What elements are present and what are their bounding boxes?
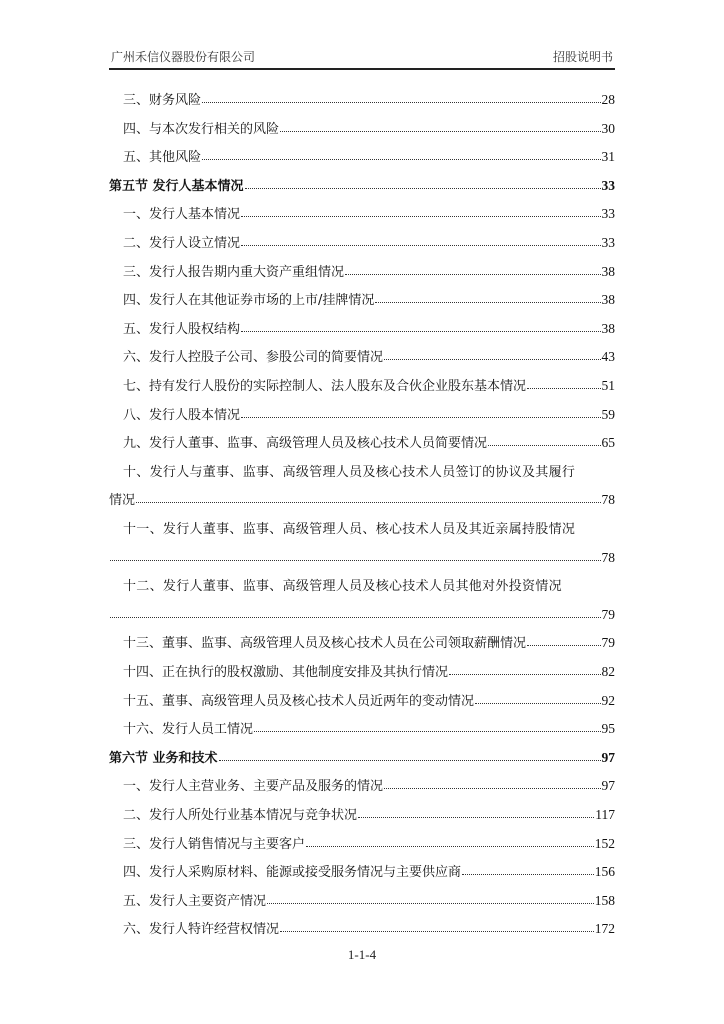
toc-entry-page: 152 [594,836,615,851]
toc-entry-page: 59 [601,407,615,422]
dot-leader [202,159,600,160]
toc-entry[interactable] [109,454,615,480]
dot-leader [527,645,600,646]
toc-entry-page: 172 [594,921,615,936]
dot-leader [462,874,594,875]
toc-entry[interactable] [109,683,615,709]
toc-entry-title: 第五节 发行人基本情况 [109,179,244,194]
toc-entry-page: 33 [601,235,615,250]
dot-leader [306,846,594,847]
toc-entry-page: 43 [601,349,615,364]
toc-entry-page: 79 [601,607,615,622]
toc-section-entry[interactable] [109,168,615,194]
toc-entry[interactable] [109,654,615,680]
toc-entry-title: 一、发行人基本情况 [123,207,241,222]
toc-entry-title: 三、发行人报告期内重大资产重组情况 [123,265,345,280]
toc-entry[interactable] [109,883,615,909]
toc-entry-page: 28 [601,92,615,107]
toc-section-entry[interactable] [109,740,615,766]
toc-entry-page: 97 [601,778,615,793]
toc-entry-page: 38 [601,292,615,307]
toc-entry-page: 33 [601,178,615,193]
dot-leader [241,331,600,332]
toc-entry[interactable] [109,540,615,566]
toc-entry-title: 第六节 业务和技术 [109,751,218,766]
dot-leader [267,903,594,904]
toc-entry-page: 92 [601,693,615,708]
toc-entry-page: 78 [601,492,615,507]
dot-leader [110,560,601,561]
toc-entry[interactable] [109,368,615,394]
toc-entry[interactable] [109,797,615,823]
toc-entry-title: 五、发行人股权结构 [123,322,241,337]
toc-entry-title: 四、发行人采购原材料、能源或接受服务情况与主要供应商 [123,865,462,880]
dot-leader [254,731,600,732]
toc-entry-page: 117 [595,807,615,822]
toc-entry-page: 51 [601,378,615,393]
toc-entry[interactable] [109,511,615,537]
dot-leader [375,302,600,303]
dot-leader [345,274,600,275]
page-header [109,46,615,70]
toc-entry-title: 六、发行人特许经营权情况 [123,922,280,937]
toc-entry-page: 158 [594,893,615,908]
toc-entry-title: 十三、董事、监事、高级管理人员及核心技术人员在公司领取薪酬情况 [123,636,527,651]
dot-leader [449,674,600,675]
toc-entry[interactable] [109,911,615,937]
company-name: 广州禾信仪器股份有限公司 [111,50,256,64]
toc-entry-page: 97 [601,750,615,765]
toc-entry-title: 十五、董事、高级管理人员及核心技术人员近两年的变动情况 [123,694,475,709]
toc-entry-title: 三、财务风险 [123,93,202,108]
toc-entry[interactable] [109,397,615,423]
toc-entry[interactable] [109,425,615,451]
toc-entry-title: 一、发行人主营业务、主要产品及服务的情况 [123,779,384,794]
toc-entry[interactable] [109,111,615,137]
toc-entry[interactable] [109,139,615,165]
toc-entry[interactable] [109,482,615,508]
dot-leader [358,817,594,818]
page-number: 1-1-4 [347,947,377,962]
toc-entry-page: 156 [594,864,615,879]
document-type: 招股说明书 [552,50,613,64]
dot-leader [110,617,601,618]
toc-entry-title: 五、其他风险 [123,150,202,165]
toc-entry-title: 七、持有发行人股份的实际控制人、法人股东及合伙企业股东基本情况 [123,379,527,394]
toc-entry[interactable] [109,82,615,108]
toc-entry-page: 38 [601,264,615,279]
toc-entry[interactable] [109,196,615,222]
toc-entry-title: 四、与本次发行相关的风险 [123,122,280,137]
toc-entry-title: 八、发行人股本情况 [123,408,241,423]
toc-entry-page: 79 [601,635,615,650]
toc-entry[interactable] [109,568,615,594]
toc-entry-title: 三、发行人销售情况与主要客户 [123,837,306,852]
toc-entry[interactable] [109,711,615,737]
toc-entry-page: 78 [601,550,615,565]
dot-leader [219,760,601,761]
toc-entry-title: 五、发行人主要资产情况 [123,894,267,909]
toc-entry-title: 十、发行人与董事、监事、高级管理人员及核心技术人员签订的协议及其履行 [123,465,576,480]
toc-entry-title: 十六、发行人员工情况 [123,722,254,737]
toc-entry[interactable] [109,597,615,623]
toc-entry-title: 四、发行人在其他证券市场的上市/挂牌情况 [123,293,375,308]
dot-leader [202,102,600,103]
toc-entry-title: 二、发行人设立情况 [123,236,241,251]
dot-leader [488,445,600,446]
toc-entry[interactable] [109,768,615,794]
toc-entry[interactable] [109,625,615,651]
toc-entry[interactable] [109,854,615,880]
toc-entry-title: 六、发行人控股子公司、参股公司的简要情况 [123,350,384,365]
toc-entry-title: 二、发行人所处行业基本情况与竞争状况 [123,808,358,823]
dot-leader [241,216,600,217]
toc-entry-page: 31 [601,149,615,164]
toc-entry-title: 十四、正在执行的股权激励、其他制度安排及其执行情况 [123,665,449,680]
toc-entry-page: 38 [601,321,615,336]
dot-leader [136,502,600,503]
dot-leader [241,417,600,418]
dot-leader [384,788,600,789]
toc-entry-page: 65 [601,435,615,450]
toc-entry[interactable] [109,311,615,337]
toc-entry[interactable] [109,826,615,852]
toc-entry[interactable] [109,254,615,280]
toc-entry-page: 82 [601,664,615,679]
dot-leader [384,359,600,360]
toc-entry[interactable] [109,339,615,365]
toc-entry-title: 十二、发行人董事、监事、高级管理人员及核心技术人员其他对外投资情况 [123,579,562,594]
dot-leader [527,388,600,389]
dot-leader [245,188,601,189]
toc-entry-page: 33 [601,206,615,221]
dot-leader [280,131,600,132]
toc-entry-title: 九、发行人董事、监事、高级管理人员及核心技术人员简要情况 [123,436,488,451]
toc-entry-title: 十一、发行人董事、监事、高级管理人员、核心技术人员及其近亲属持股情况 [123,522,576,537]
dot-leader [280,931,594,932]
toc-entry-title: 情况 [109,493,136,508]
dot-leader [241,245,600,246]
toc-entry-page: 30 [601,121,615,136]
toc-entry[interactable] [109,282,615,308]
toc-entry[interactable] [109,225,615,251]
dot-leader [475,703,600,704]
toc-entry-page: 95 [601,721,615,736]
